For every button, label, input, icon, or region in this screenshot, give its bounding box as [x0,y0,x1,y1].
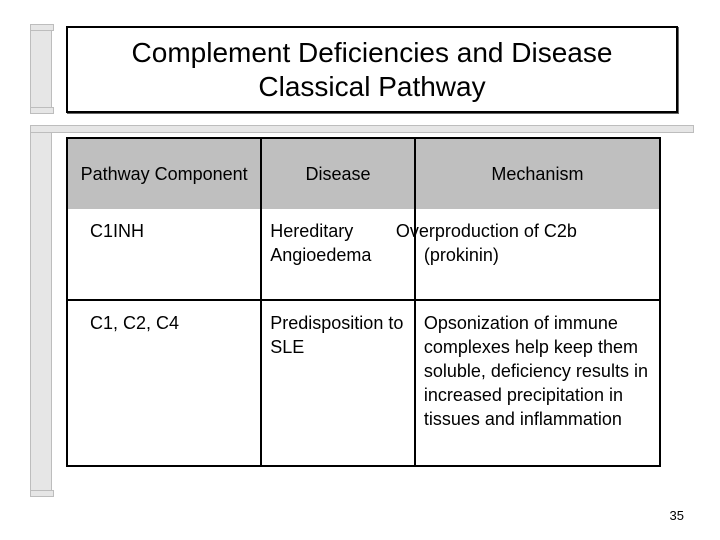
cell-text: Opsonization of immune complexes help keep them soluble, deficiency results in increased precipitation in tissues and inflammation [423,313,648,429]
cell-text: C1INH [90,221,145,241]
header-mechanism: Mechanism [415,138,660,209]
header-pathway-component: Pathway Component [67,138,261,209]
cell-component [67,300,261,466]
cell-text: Overproduction of C2b (prokinin) [395,221,577,265]
table-row [67,209,660,300]
header-disease: Disease [261,138,415,209]
table-header-row [67,138,660,209]
cell-text: Hereditary Angioedema [270,221,372,265]
title-line-2: Classical Pathway [258,70,486,102]
cell-disease [261,209,415,300]
title-line-1: Complement Deficiencies and Disease [131,36,613,68]
deficiency-table [66,137,661,467]
cell-mechanism [395,209,660,300]
page-number: 35 [669,508,684,523]
cell-component [67,209,261,300]
cell-text: C1, C2, C4 [90,313,180,333]
slide-title [66,26,678,113]
cell-mechanism [415,300,660,466]
table-row [67,300,660,466]
cell-text: Predisposition to SLE [270,313,404,357]
cell-disease [261,300,415,466]
